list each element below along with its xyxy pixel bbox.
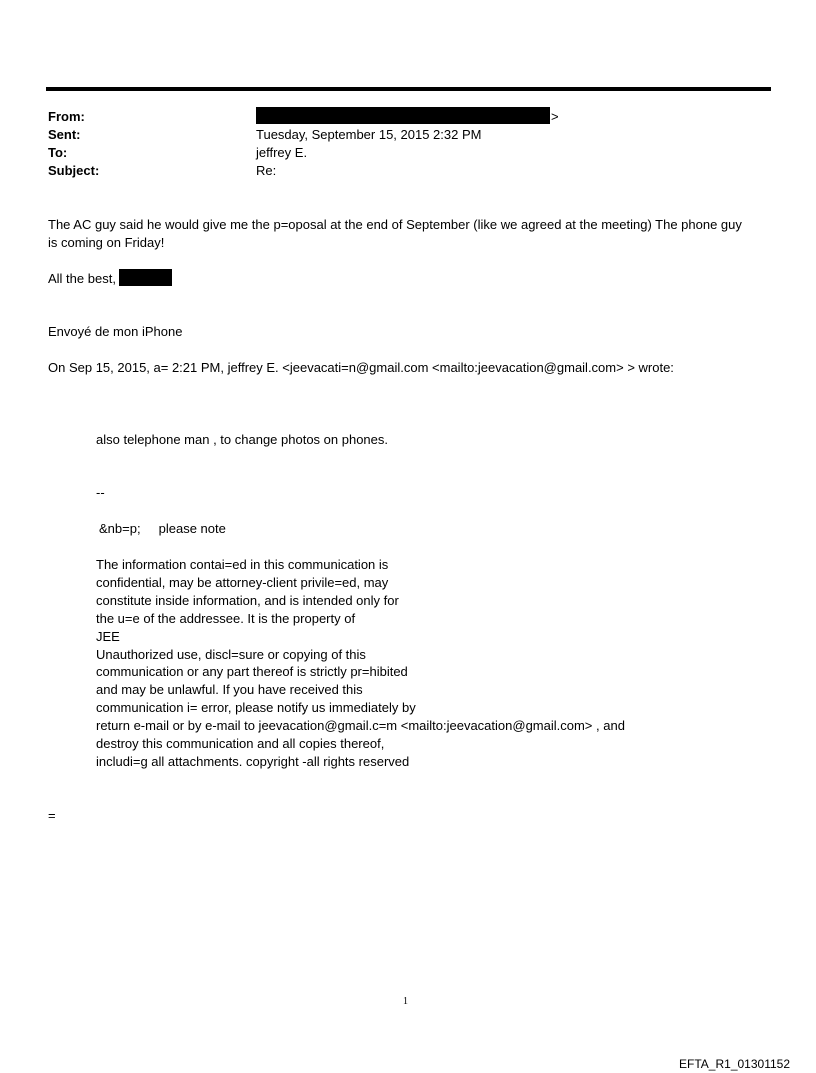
sent-value: Tuesday, September 15, 2015 2:32 PM [256, 127, 482, 142]
disclaimer-line: The information contai=ed in this communication is [96, 557, 389, 572]
disclaimer-line: return e-mail or by e-mail to jeevacation@gmail.c=m <mailto:jeevacation@gmail.com> , and [96, 718, 625, 734]
body-line-2: is coming on Friday! [48, 235, 165, 250]
disclaimer-line: Unauthorized use, discl=sure or copying of this [96, 646, 366, 662]
to-label: To: [48, 145, 68, 160]
document-id: EFTA_R1_01301152 [679, 1057, 790, 1071]
disclaimer-line: the u=e of the addressee. It is the property of [96, 610, 356, 626]
page-number: 1 [403, 996, 408, 1007]
sent-label: Sent: [48, 127, 81, 142]
signature-dashes: -- [96, 485, 105, 500]
quoted-line: also telephone man , to change photos on phones. [96, 432, 388, 447]
sent-from: Envoyé de mon iPhone [48, 324, 183, 339]
disclaimer-line: communication or any part thereof is strictly pr=hibited [96, 664, 408, 680]
subject-value: Re: [256, 163, 277, 178]
disclaimer-line: confidential, may be attorney-client privile=ed, may [96, 574, 389, 590]
redacted-sender [256, 107, 550, 124]
disclaimer-line: JEE [96, 628, 120, 644]
disclaimer-line: destroy this communication and all copies thereof, [96, 736, 385, 752]
header-rule [46, 87, 771, 91]
disclaimer-line: communication i= error, please notify us immediately by [96, 700, 416, 716]
please-note: &nb=p; please note [99, 521, 226, 536]
disclaimer-line: includi=g all attachments. copyright -all rights reserved [96, 753, 410, 769]
disclaimer [96, 556, 625, 771]
signoff: All the best, [48, 271, 116, 286]
trailing-equals: = [48, 808, 56, 823]
from-suffix: > [551, 109, 559, 124]
disclaimer-line: and may be unlawful. If you have received this [96, 682, 363, 698]
to-value: jeffrey E. [256, 145, 308, 160]
quote-header: On Sep 15, 2015, a= 2:21 PM, jeffrey E. <jeevacati=n@gmail.com <mailto:jeevacation@gmail.com> > wrote: [48, 360, 674, 375]
from-label: From: [48, 109, 85, 124]
body-line-1: The AC guy said he would give me the p=oposal at the end of September (like we agreed at the meeting) The phone guy [48, 217, 742, 232]
redacted-signature [119, 269, 172, 286]
subject-label: Subject: [48, 163, 100, 178]
disclaimer-line: constitute inside information, and is intended only for [96, 592, 399, 608]
